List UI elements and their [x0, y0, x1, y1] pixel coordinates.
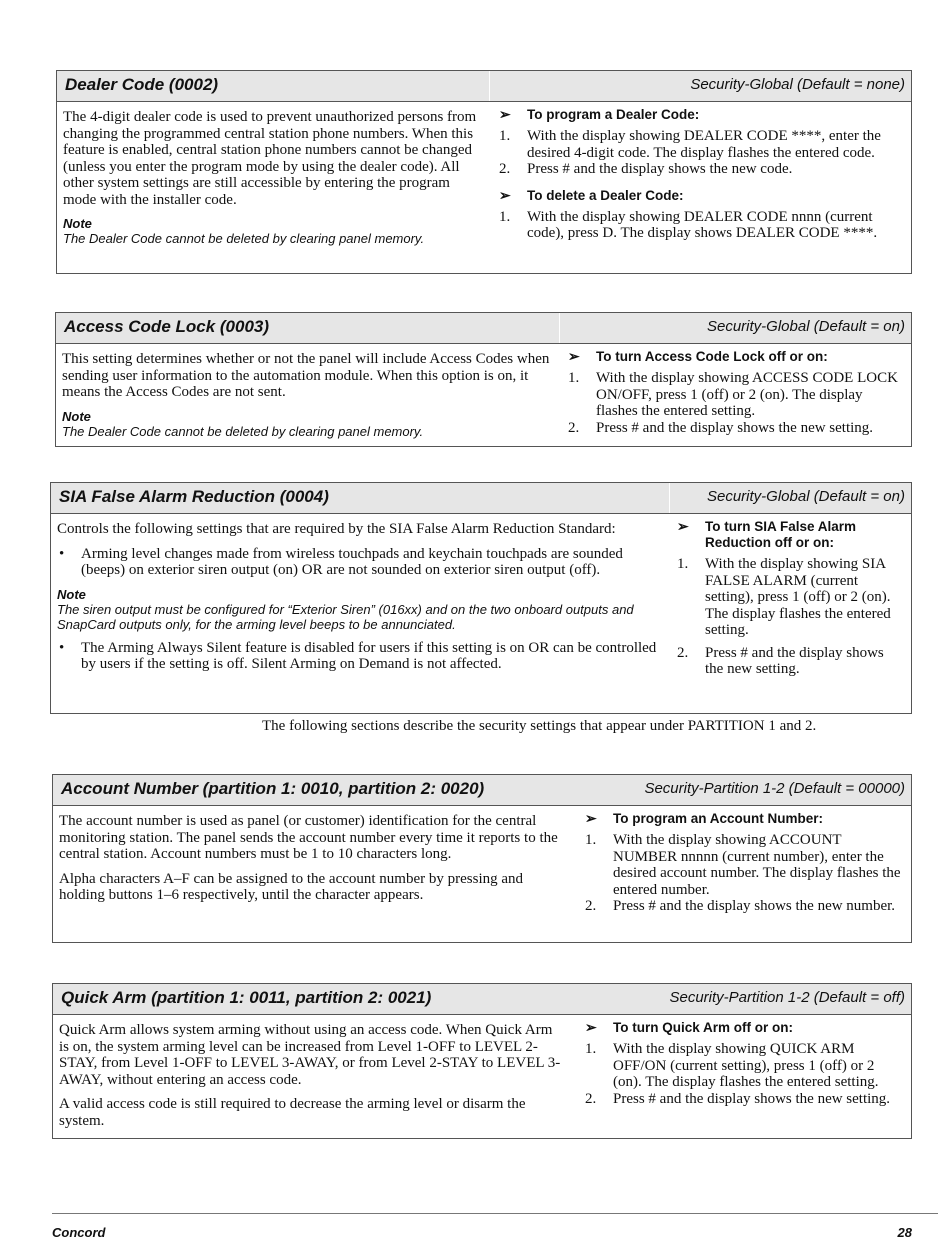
description-text: Controls the following settings that are required by the SIA False Alarm Reduction Standard: [57, 521, 616, 537]
section-subtitle: Security-Global (Default = none) [690, 76, 905, 93]
description-text: This setting determines whether or not the panel will include Access Codes when sending user information to the automation module. When this option is on, it means the Access Codes are not sent. [62, 351, 550, 400]
description [59, 813, 569, 904]
description-text: The account number is used as panel (or customer) identification for the central monitoring station. The panel sends the account number every time it reports to the central station. Account numbers must be 1 to 10 characters long. [59, 813, 558, 862]
procedure [566, 349, 906, 436]
section-quick-arm [52, 983, 912, 1139]
procedure-title: ➢ To delete a Dealer Code: [499, 186, 684, 203]
partition-intro-text: The following sections describe the security settings that appear under PARTITION 1 and 2. [262, 718, 817, 734]
section-header [51, 483, 911, 514]
description-text: Quick Arm allows system arming without using an access code. When Quick Arm is on, the system arming level can be increased from Level 1-OFF to LEVEL 2-STAY, from Level 1-OFF to LEVEL 3-AWAY, or from Level 2-STAY to LEVEL 3-AWAY, without entering an access code. [59, 1022, 561, 1088]
section-header [56, 313, 911, 344]
section-subtitle: Security-Partition 1-2 (Default = off) [669, 989, 905, 1006]
procedure-step: 2. Press # and the display shows the new setting. [585, 1090, 891, 1107]
arrow-icon: ➢ [499, 106, 511, 122]
arrow-icon: ➢ [677, 518, 689, 534]
section-title: Account Number (partition 1: 0010, partition 2: 0020) [61, 779, 485, 798]
description-text: A valid access code is still required to decrease the arming level or disarm the system. [59, 1096, 526, 1129]
arrow-icon: ➢ [585, 810, 597, 826]
section-dealer-code [56, 70, 912, 274]
section-title: Access Code Lock (0003) [64, 317, 270, 336]
procedure-title: ➢ To turn Quick Arm off or on: [585, 1019, 793, 1035]
description-text: Alpha characters A–F can be assigned to the account number by pressing and holding buttons 1–6 respectively, until the character appears. [59, 870, 524, 903]
procedure-title: ➢ To turn SIA False Alarm Reduction off or on: [677, 518, 857, 550]
note-text: The Dealer Code cannot be deleted by clearing panel memory. [63, 231, 425, 246]
section-subtitle: Security-Global (Default = on) [706, 488, 905, 505]
bullet-icon: • [59, 639, 65, 656]
description [63, 109, 483, 246]
section-title: Dealer Code (0002) [65, 75, 219, 94]
procedure-step: 1. With the display showing ACCOUNT NUMBER nnnnn (current number), enter the desired account number. The display flashes the entered number. [585, 832, 901, 898]
procedure [583, 1020, 903, 1107]
procedure-step: 1. With the display showing DEALER CODE ****, enter the desired 4-digit code. The display flashes the entered code. [499, 128, 881, 161]
note-text: The Dealer Code cannot be deleted by clearing panel memory. [62, 423, 424, 439]
procedure-step: 2. Press # and the display shows the new setting. [568, 419, 874, 436]
header-divider [489, 71, 490, 101]
procedure-step: 1. With the display showing QUICK ARM OFF/ON (current setting), press 1 (off) or 2 (on). The display flashes the entered setting. [585, 1041, 879, 1090]
arrow-icon: ➢ [568, 348, 580, 364]
procedure-step: 1. With the display showing DEALER CODE nnnn (current code), press D. The display shows DEALER CODE ****. [499, 208, 878, 241]
description-text: The 4-digit dealer code is used to prevent unauthorized persons from changing the programmed central station phone numbers. When this feature is enabled, central station phone numbers cannot be changed (unless you enter the program mode by using the dealer code). All other system settings are still accessible by entering the program mode with the installer code. [63, 109, 477, 208]
note-label: Note [62, 408, 91, 424]
bullet-icon: • [59, 545, 65, 562]
arrow-icon: ➢ [585, 1019, 597, 1035]
section-header [53, 984, 911, 1015]
section-access-code-lock [55, 312, 912, 447]
section-subtitle: Security-Global (Default = on) [706, 318, 905, 335]
note-label: Note [63, 216, 92, 231]
procedure-step: 1. With the display showing ACCESS CODE LOCK ON/OFF, press 1 (off) or 2 (on). The display flashes the entered setting. [568, 370, 898, 419]
procedure-title: ➢ To program an Account Number: [585, 810, 824, 826]
procedure [583, 811, 903, 915]
bullet-item: • Arming level changes made from wireless touchpads and keychain touchpads are sounded (beeps) on exterior siren output (on) OR are not sounded on exterior siren output (off). [59, 545, 623, 578]
section-title: SIA False Alarm Reduction (0004) [59, 487, 329, 506]
procedure [675, 519, 905, 678]
section-header [53, 775, 911, 806]
arrow-icon: ➢ [499, 186, 511, 203]
description [57, 521, 657, 673]
procedure-step: 2. Press # and the display shows the new setting. [677, 644, 884, 677]
header-divider [669, 483, 670, 513]
description [59, 1022, 564, 1129]
footer-rule [52, 1213, 938, 1214]
page-number: 28 [897, 1225, 912, 1240]
procedure-title: ➢ To program a Dealer Code: [499, 106, 700, 122]
procedure-step: 1. With the display showing SIA FALSE ALARM (current setting), press 1 (off) or 2 (on). The display flashes the entered setting. [677, 556, 891, 638]
note-label: Note [57, 586, 86, 602]
section-sia-false-alarm [50, 482, 912, 714]
note-text: The siren output must be configured for “Exterior Siren” (016xx) and on the two onboard outputs and SnapCard outputs only, for the arming level beeps to be annunciated. [57, 601, 634, 632]
section-account-number [52, 774, 912, 943]
header-divider [559, 313, 560, 343]
procedure [497, 107, 905, 242]
procedure-title: ➢ To turn Access Code Lock off or on: [568, 348, 828, 364]
section-header [57, 71, 911, 102]
footer-product: Concord [52, 1225, 106, 1240]
section-subtitle: Security-Partition 1-2 (Default = 00000) [644, 780, 905, 797]
procedure-step: 2. Press # and the display shows the new code. [499, 161, 793, 177]
section-title: Quick Arm (partition 1: 0011, partition 2: 0021) [61, 988, 432, 1007]
bullet-item: • The Arming Always Silent feature is disabled for users if this setting is on OR can be controlled by users if the setting is off. Silent Arming on Demand is not affected. [59, 639, 657, 672]
procedure-step: 2. Press # and the display shows the new number. [585, 898, 896, 914]
description [62, 351, 552, 439]
